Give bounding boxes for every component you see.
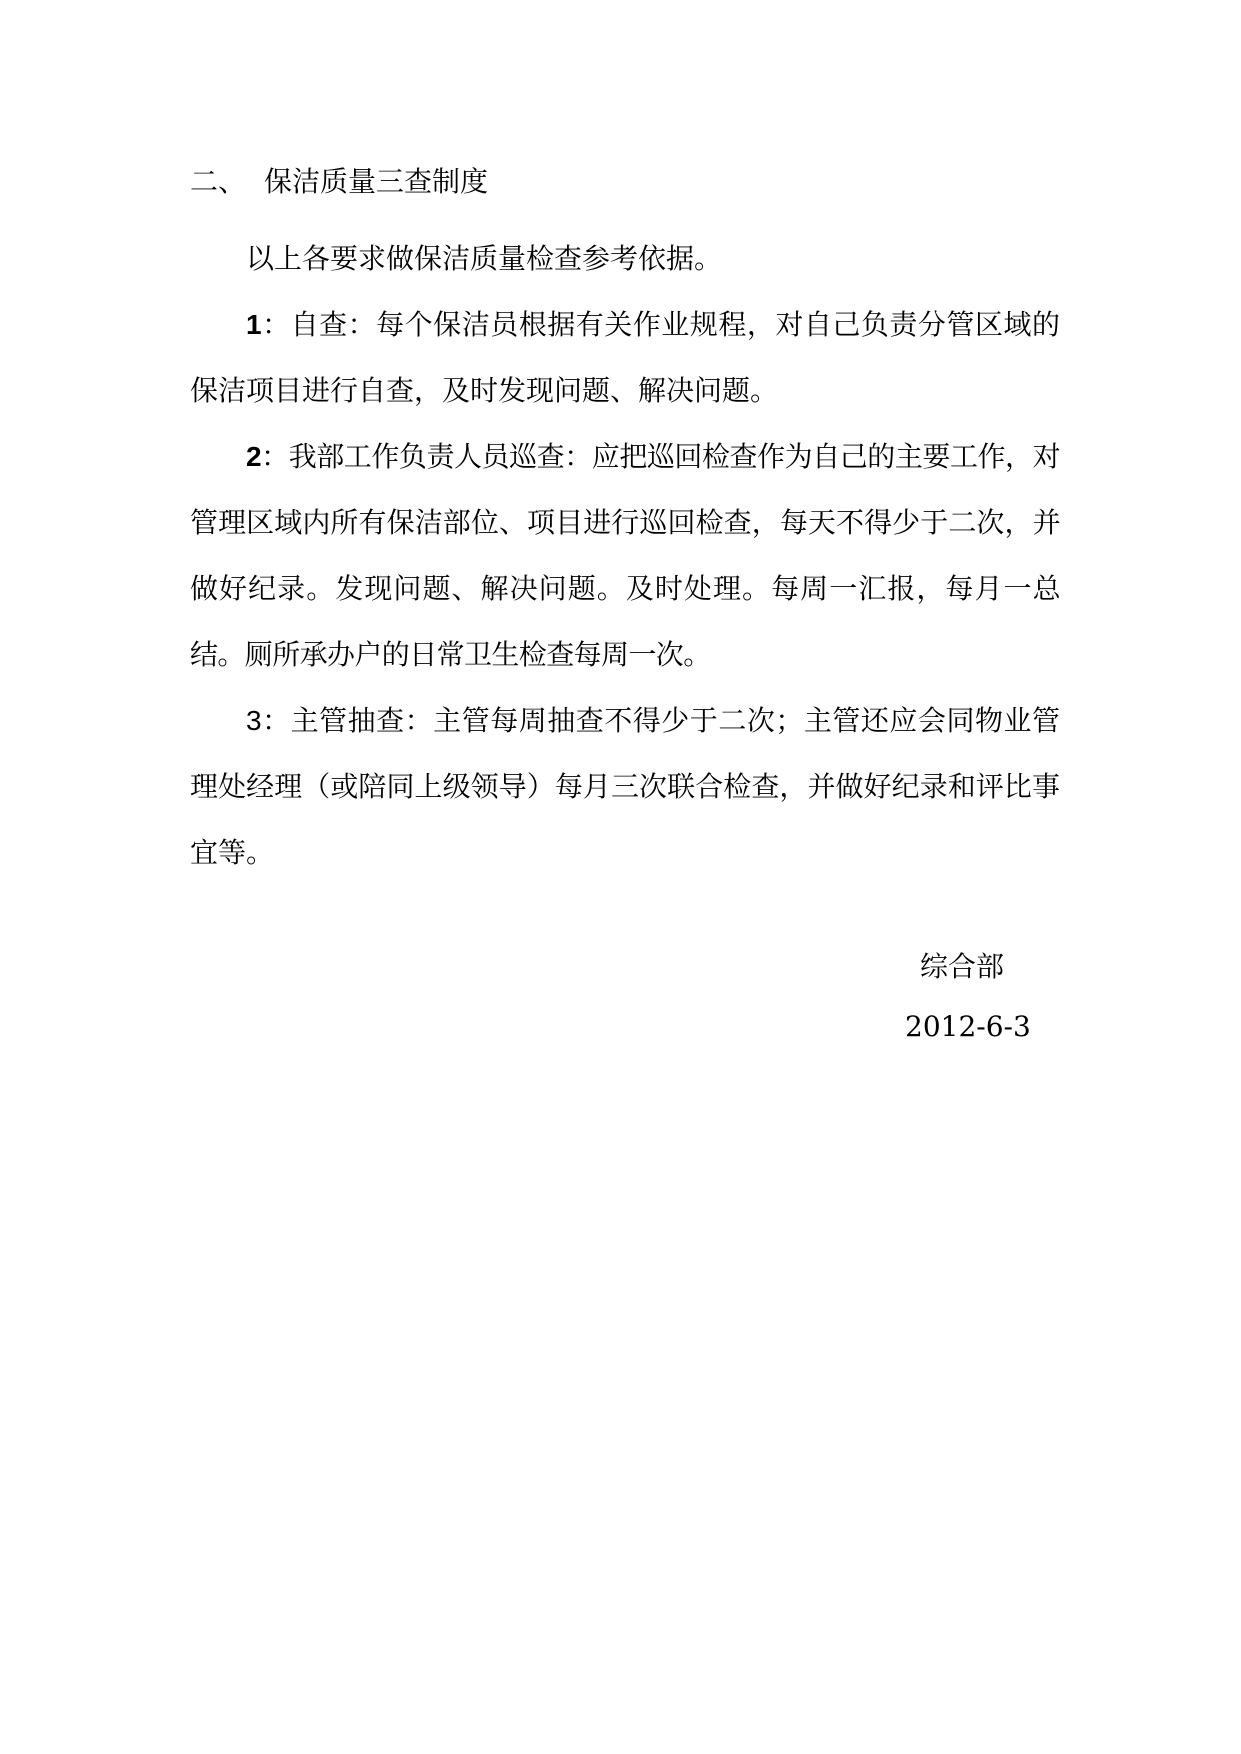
item-1-number: 1 [246,309,262,340]
section-title: 保洁质量三查制度 [264,165,489,198]
section-heading [190,160,488,204]
item-1-paragraph [190,292,1060,424]
item-3-text: ：主管抽查：主管每周抽查不得少于二次；主管还应会同物业管理处经理（或陪同上级领导）每月三次联合检查，并做好纪录和评比事宜等。 [190,704,1060,869]
item-2-text: ：我部工作负责人员巡查：应把巡回检查作为自己的主要工作，对管理区域内所有保洁部位、项目进行巡回检查，每天不得少于二次，并做好纪录。发现问题、解决问题。及时处理。每周一汇报，每月一总结。厕所承办户的日常卫生检查每周一次。 [190,440,1060,671]
section-number: 二、 [190,165,247,198]
item-2-number: 2 [246,441,261,472]
signature-date: 2012-6-3 [905,1010,1031,1043]
item-3-paragraph [190,688,1060,886]
signature-department: 综合部 [920,950,1005,983]
item-3-number: 3 [246,705,262,736]
document-body [190,226,1060,886]
item-1-text: ：自查：每个保洁员根据有关作业规程，对自己负责分管区域的保洁项目进行自查，及时发现问题、解决问题。 [190,308,1060,407]
intro-paragraph: 以上各要求做保洁质量检查参考依据。 [246,242,723,275]
item-2-paragraph [190,424,1060,688]
